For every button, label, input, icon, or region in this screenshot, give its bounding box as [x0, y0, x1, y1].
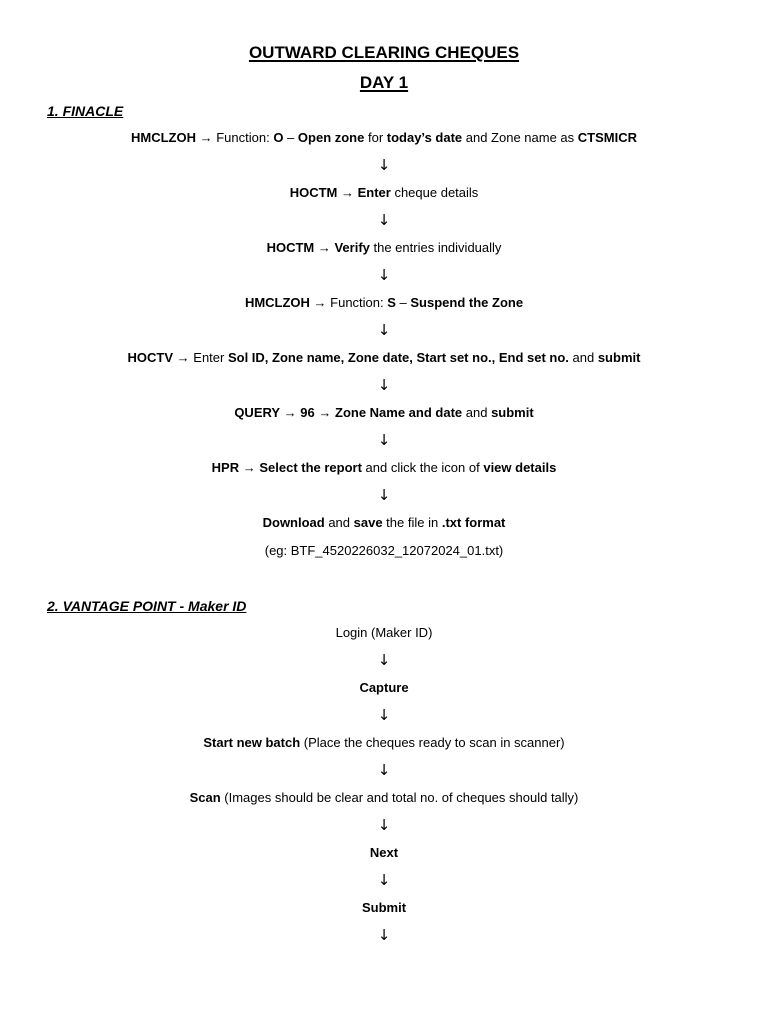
- page-title: OUTWARD CLEARING CHEQUES: [248, 43, 520, 62]
- step-keyword: Enter: [357, 185, 391, 200]
- step-text: → Function:: [196, 130, 274, 145]
- step-keyword: CTSMICR: [577, 130, 637, 145]
- step-text: and: [324, 515, 354, 530]
- arrow-down-icon: ↓: [377, 706, 391, 724]
- step-text: the entries individually: [369, 240, 502, 255]
- step-keyword: HOCTV: [127, 350, 174, 365]
- flow-step: [0, 240, 768, 255]
- flow-step: [0, 790, 768, 805]
- arrow-down-icon: ↓: [377, 651, 391, 669]
- flow-step: [0, 185, 768, 200]
- step-keyword: HMCLZOH: [131, 130, 196, 145]
- arrow-down-icon: ↓: [377, 486, 391, 504]
- arrow-down-icon: ↓: [377, 156, 391, 174]
- step-keyword: Next: [369, 845, 399, 860]
- step-keyword: today’s date: [386, 130, 463, 145]
- flow-step: [0, 680, 768, 695]
- flow-step: [0, 460, 768, 475]
- step-keyword: .txt format: [441, 515, 506, 530]
- step-text: and: [462, 405, 492, 420]
- page-subtitle: DAY 1: [359, 73, 409, 92]
- step-keyword: Zone Name and date: [335, 405, 463, 420]
- step-text: (Place the cheques ready to scan in scanner): [300, 735, 565, 750]
- step-keyword: Submit: [361, 900, 407, 915]
- arrow-down-icon: ↓: [377, 321, 391, 339]
- step-keyword: Suspend the Zone: [410, 295, 524, 310]
- flow-step: [0, 735, 768, 750]
- step-text: Login (Maker ID): [335, 625, 433, 640]
- step-text: cheque details: [390, 185, 479, 200]
- step-keyword: Verify: [334, 240, 370, 255]
- step-keyword: save: [353, 515, 383, 530]
- step-keyword: submit: [597, 350, 641, 365]
- arrow-down-icon: ↓: [377, 926, 391, 944]
- arrow-down-icon: ↓: [377, 816, 391, 834]
- flow-step: [0, 515, 768, 530]
- step-keyword: HMCLZOH: [244, 295, 310, 310]
- step-text: for: [364, 130, 387, 145]
- step-keyword: O: [273, 130, 284, 145]
- step-text: (Images should be clear and total no. of cheques should tally): [220, 790, 579, 805]
- step-keyword: Capture: [359, 680, 409, 695]
- step-text: →: [239, 460, 260, 475]
- step-keyword: HPR: [211, 460, 240, 475]
- step-text: and click the icon of: [361, 460, 484, 475]
- arrow-down-icon: ↓: [377, 211, 391, 229]
- flow-step: [0, 900, 768, 915]
- example-filename: (eg: BTF_4520226032_12072024_01.txt): [264, 543, 504, 558]
- step-text: –: [395, 295, 411, 310]
- step-keyword: Sol ID, Zone name, Zone date, Start set no., End set no.: [227, 350, 569, 365]
- arrow-down-icon: ↓: [377, 431, 391, 449]
- step-text: –: [283, 130, 298, 145]
- step-keyword: Start new batch: [203, 735, 301, 750]
- step-text: → Function:: [309, 295, 388, 310]
- step-text: and: [568, 350, 598, 365]
- step-text: →: [280, 405, 301, 420]
- step-keyword: submit: [491, 405, 534, 420]
- step-keyword: Select the report: [259, 460, 362, 475]
- step-keyword: Open zone: [297, 130, 365, 145]
- step-text: and Zone name as: [462, 130, 578, 145]
- step-text: →: [337, 185, 358, 200]
- flow-step: [0, 845, 768, 860]
- step-text: → Enter: [173, 350, 228, 365]
- flow-step: [0, 625, 768, 640]
- flow-step: [0, 350, 768, 365]
- step-text: →: [314, 405, 335, 420]
- step-keyword: Download: [262, 515, 325, 530]
- step-keyword: S: [387, 295, 396, 310]
- flow-step: [0, 130, 768, 145]
- step-keyword: HOCTM: [289, 185, 338, 200]
- arrow-down-icon: ↓: [377, 376, 391, 394]
- step-keyword: view details: [483, 460, 557, 475]
- flow-step: [0, 405, 768, 420]
- section-heading-finacle: 1. FINACLE: [47, 103, 124, 119]
- step-text: →: [314, 240, 335, 255]
- section-heading-vantage-point: 2. VANTAGE POINT - Maker ID: [47, 598, 247, 614]
- step-keyword: HOCTM: [266, 240, 315, 255]
- step-text: the file in: [382, 515, 442, 530]
- step-keyword: Scan: [189, 790, 221, 805]
- flow-step: [0, 295, 768, 310]
- step-keyword: QUERY: [234, 405, 281, 420]
- arrow-down-icon: ↓: [377, 761, 391, 779]
- arrow-down-icon: ↓: [377, 871, 391, 889]
- arrow-down-icon: ↓: [377, 266, 391, 284]
- step-keyword: 96: [300, 405, 315, 420]
